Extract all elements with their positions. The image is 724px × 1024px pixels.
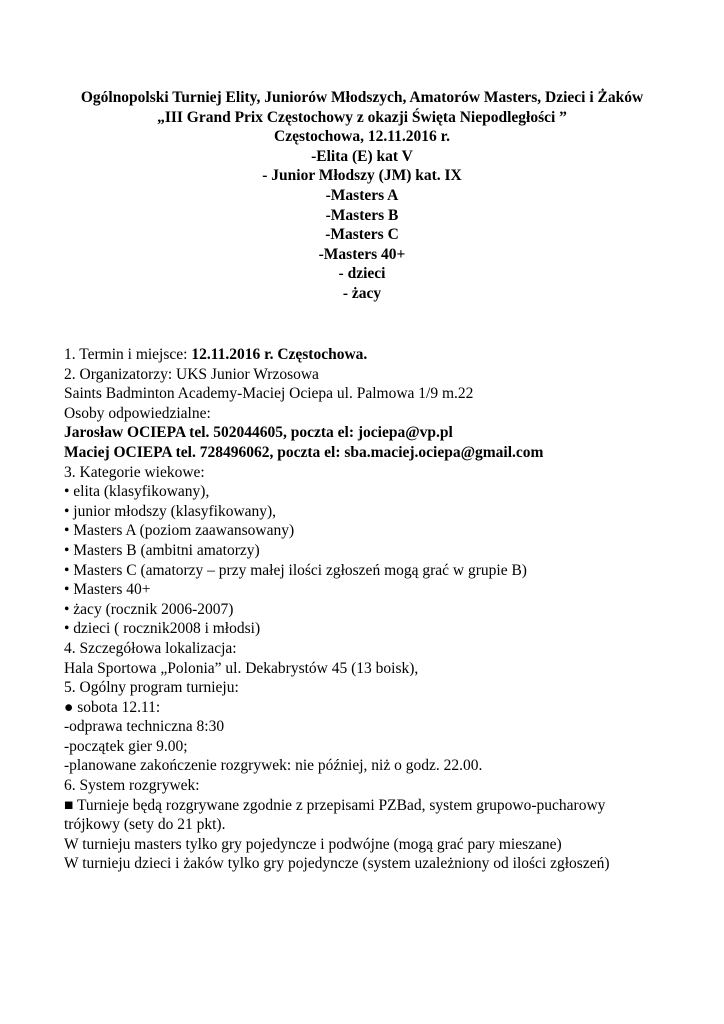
header-category: -Elita (E) kat V (311, 147, 413, 165)
location-value: Hala Sportowa „Polonia” ul. Dekabrystów 45 (13 boisk), (64, 659, 419, 677)
header-category: -Masters A (325, 186, 399, 204)
list-item: • Masters A (poziom zaawansowany) (64, 522, 295, 540)
document-header (60, 88, 664, 304)
list-item: • dzieci ( rocznik2008 i młodsi) (64, 620, 261, 638)
list-item: • Masters B (ambitni amatorzy) (64, 541, 260, 559)
header-category: -Masters B (325, 206, 399, 224)
section-label: 1. Termin i miejsce: (64, 346, 192, 363)
place-date: Częstochowa, 12.11.2016 r. (274, 128, 450, 146)
list-item: • Masters 40+ (64, 581, 151, 599)
contact-line: Maciej OCIEPA tel. 728496062, poczta el: sba.maciej.ociepa@gmail.com (64, 443, 544, 461)
document-body (64, 345, 664, 874)
section-organizers: 2. Organizatorzy: UKS Junior Wrzosowa (64, 365, 319, 383)
header-category: - Junior Młodszy (JM) kat. IX (262, 167, 462, 185)
section-program: 5. Ogólny program turnieju: (64, 679, 239, 697)
system-paragraph: ■ Turnieje będą rozgrywane zgodnie z przepisami PZBad, system grupowo-pucharowy trójkowy (sety do 21 pkt). (64, 796, 606, 834)
organizer-address: Saints Badminton Academy-Maciej Ociepa ul. Palmowa 1/9 m.22 (64, 385, 474, 403)
tournament-title: Ogólnopolski Turniej Elity, Juniorów Młodszych, Amatorów Masters, Dzieci i Żaków (80, 89, 644, 106)
section-date-place (64, 345, 664, 365)
section-location: 4. Szczegółowa lokalizacja: (64, 639, 237, 657)
header-category: -Masters C (325, 226, 399, 244)
list-item: ● sobota 12.11: (64, 698, 161, 716)
list-item: • Masters C (amatorzy – przy małej ilości zgłoszeń mogą grać w grupie B) (64, 561, 527, 579)
responsible-persons-label: Osoby odpowiedzialne: (64, 404, 211, 422)
system-paragraph: W turnieju masters tylko gry pojedyncze i podwójne (mogą grać pary mieszane) (64, 835, 562, 853)
system-paragraph: W turnieju dzieci i żaków tylko gry pojedyncze (system uzależniony od ilości zgłoszeń) (64, 855, 610, 873)
list-item: -odprawa techniczna 8:30 (64, 718, 225, 736)
section-age-categories: 3. Kategorie wiekowe: (64, 463, 205, 481)
list-item: -początek gier 9.00; (64, 737, 188, 755)
header-category: - dzieci (338, 265, 386, 283)
list-item: • żacy (rocznik 2006-2007) (64, 600, 234, 618)
event-name: „III Grand Prix Częstochowy z okazji Święta Niepodległości ” (157, 108, 567, 126)
list-item: -planowane zakończenie rozgrywek: nie później, niż o godz. 22.00. (64, 757, 483, 775)
list-item: • junior młodszy (klasyfikowany), (64, 502, 277, 520)
header-category: - żacy (342, 284, 382, 302)
header-category: -Masters 40+ (318, 245, 406, 263)
section-system: 6. System rozgrywek: (64, 777, 200, 795)
date-place-value: 12.11.2016 r. Częstochowa. (191, 346, 368, 363)
contact-line: Jarosław OCIEPA tel. 502044605, poczta el: jociepa@vp.pl (64, 424, 453, 442)
list-item: • elita (klasyfikowany), (64, 483, 210, 501)
